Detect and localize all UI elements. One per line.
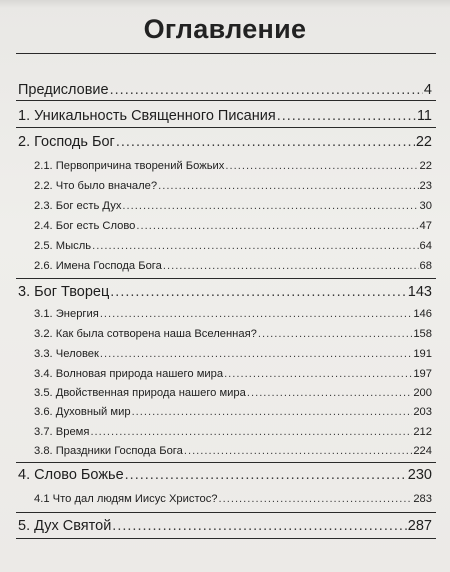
toc-entry-3-3 bbox=[34, 348, 432, 360]
toc-entry-page: 11 bbox=[416, 108, 432, 124]
toc-entry-page: 230 bbox=[407, 467, 432, 483]
dot-leader bbox=[247, 387, 412, 399]
bleed-through-shadow bbox=[0, 0, 450, 8]
toc-entry-2-4 bbox=[34, 220, 432, 232]
dot-leader bbox=[277, 108, 416, 124]
page-title: Оглавление bbox=[143, 14, 307, 44]
toc-entry-2-2 bbox=[34, 180, 432, 192]
toc-entry-page: 64 bbox=[419, 240, 432, 252]
toc-entry-page: 158 bbox=[413, 328, 432, 340]
toc-entry-3-7 bbox=[34, 426, 432, 438]
toc-entry-chapter-3 bbox=[18, 284, 432, 300]
toc-entry-label: 2.2. Что было вначале? bbox=[34, 180, 158, 192]
toc-entry-3-6 bbox=[34, 406, 432, 418]
toc-entry-page: 47 bbox=[419, 220, 432, 232]
dot-leader bbox=[112, 518, 407, 534]
dot-leader bbox=[110, 82, 423, 98]
dot-leader bbox=[100, 348, 412, 360]
dot-leader bbox=[224, 368, 412, 380]
toc-entry-label: 5. Дух Святой bbox=[18, 518, 112, 534]
toc-entry-label: 2.4. Бог есть Слово bbox=[34, 220, 136, 232]
section-rule bbox=[16, 462, 436, 463]
dot-leader bbox=[100, 308, 413, 320]
toc-entry-page: 4 bbox=[423, 82, 432, 98]
toc-entry-label: 3.5. Двойственная природа нашего мира bbox=[34, 387, 246, 399]
toc-entry-3-1 bbox=[34, 308, 432, 320]
toc-entry-chapter-5 bbox=[18, 518, 432, 534]
toc-entry-page: 22 bbox=[415, 134, 432, 150]
dot-leader bbox=[225, 160, 418, 172]
toc-entry-label: 1. Уникальность Священного Писания bbox=[18, 108, 276, 124]
dot-leader bbox=[184, 445, 412, 457]
toc-entry-chapter-4 bbox=[18, 467, 432, 483]
toc-entry-page: 146 bbox=[413, 308, 432, 320]
section-rule bbox=[16, 100, 436, 101]
toc-entry-2-3 bbox=[34, 200, 432, 212]
toc-entry-3-4 bbox=[34, 368, 432, 380]
dot-leader bbox=[125, 467, 407, 483]
toc-entry-page: 22 bbox=[419, 160, 432, 172]
toc-entry-page: 212 bbox=[413, 426, 432, 438]
dot-leader bbox=[116, 134, 415, 150]
toc-entry-label: 3.6. Духовный мир bbox=[34, 406, 131, 418]
toc-entry-2-5 bbox=[34, 240, 432, 252]
toc-entry-label: 2.5. Мысль bbox=[34, 240, 92, 252]
toc-entry-2-6 bbox=[34, 260, 432, 272]
dot-leader bbox=[92, 240, 418, 252]
toc-entry-label: 2. Господь Бог bbox=[18, 134, 115, 150]
toc-entry-page: 30 bbox=[419, 200, 432, 212]
toc-entry-3-2 bbox=[34, 328, 432, 340]
dot-leader bbox=[219, 493, 413, 505]
toc-entry-2-1 bbox=[34, 160, 432, 172]
dot-leader bbox=[163, 260, 419, 272]
section-rule bbox=[16, 278, 436, 279]
toc-entry-4-1 bbox=[34, 493, 432, 505]
toc-entry-chapter-2 bbox=[18, 134, 432, 150]
toc-entry-page: 203 bbox=[413, 406, 432, 418]
toc-entry-label: 2.6. Имена Господа Бога bbox=[34, 260, 162, 272]
dot-leader bbox=[122, 200, 418, 212]
dot-leader bbox=[132, 406, 413, 418]
toc-entry-page: 200 bbox=[413, 387, 432, 399]
toc-entry-label: 3.2. Как была сотворена наша Вселенная? bbox=[34, 328, 257, 340]
section-rule bbox=[16, 512, 436, 513]
toc-entry-chapter-1 bbox=[18, 108, 432, 124]
dot-leader bbox=[158, 180, 418, 192]
toc-entry-page: 68 bbox=[419, 260, 432, 272]
toc-entry-page: 283 bbox=[413, 493, 432, 505]
section-rule bbox=[16, 127, 436, 128]
toc-entry-label: 3.1. Энергия bbox=[34, 308, 99, 320]
toc-entry-label: Предисловие bbox=[18, 82, 109, 98]
toc-entry-label: 4. Слово Божье bbox=[18, 467, 124, 483]
dot-leader bbox=[136, 220, 418, 232]
toc-entry-label: 3.8. Праздники Господа Бога bbox=[34, 445, 183, 457]
section-rule bbox=[16, 538, 436, 539]
toc-entry-page: 143 bbox=[407, 284, 432, 300]
toc-entry-page: 287 bbox=[407, 518, 432, 534]
toc-entry-label: 3.4. Волновая природа нашего мира bbox=[34, 368, 224, 380]
toc-entry-page: 23 bbox=[419, 180, 432, 192]
toc-entry-label: 4.1 Что дал людям Иисус Христос? bbox=[34, 493, 218, 505]
dot-leader bbox=[258, 328, 412, 340]
toc-entry-page: 191 bbox=[413, 348, 432, 360]
toc-entry-3-5 bbox=[34, 387, 432, 399]
toc-entry-3-8 bbox=[34, 445, 432, 457]
toc-entry-page: 197 bbox=[413, 368, 432, 380]
toc-entry-page: 224 bbox=[413, 445, 432, 457]
toc-entry-label: 2.3. Бог есть Дух bbox=[34, 200, 122, 212]
title-rule bbox=[16, 53, 436, 54]
dot-leader bbox=[110, 284, 407, 300]
toc-entry-preface bbox=[18, 82, 432, 98]
dot-leader bbox=[90, 426, 412, 438]
toc-entry-label: 3.7. Время bbox=[34, 426, 90, 438]
toc-entry-label: 3. Бог Творец bbox=[18, 284, 110, 300]
toc-entry-label: 2.1. Первопричина творений Божьих bbox=[34, 160, 225, 172]
toc-entry-label: 3.3. Человек bbox=[34, 348, 99, 360]
